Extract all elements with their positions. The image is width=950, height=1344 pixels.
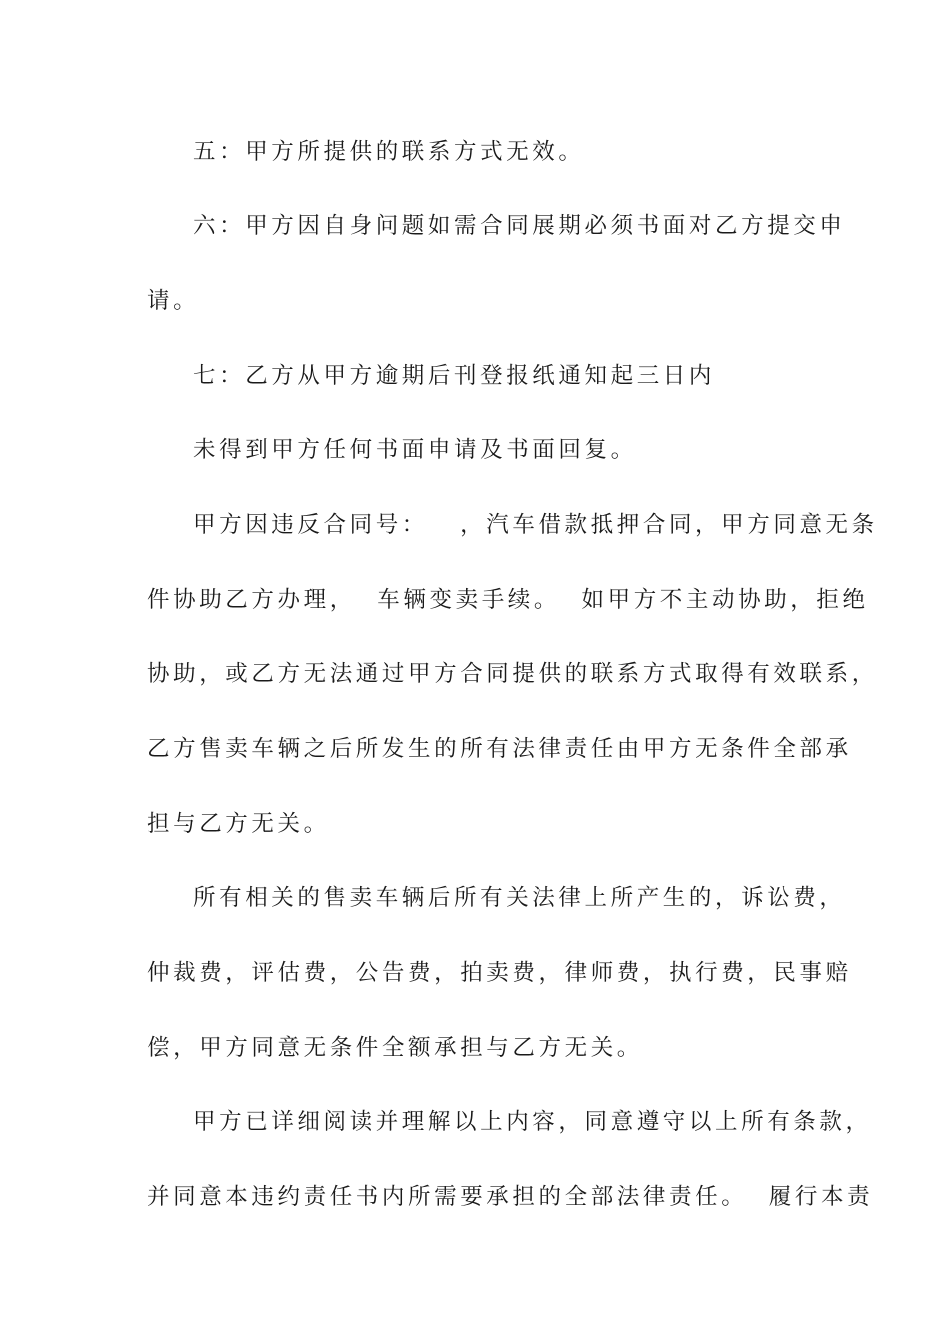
clause-six-line-2: 请。 <box>147 288 200 314</box>
breach-paragraph-line-4: 乙方售卖车辆之后所发生的所有法律责任由甲方无条件全部承 <box>147 736 852 762</box>
clause-five-line: 五：甲方所提供的联系方式无效。 <box>193 139 585 165</box>
breach-paragraph-line-1: 甲方因违反合同号： ，汽车借款抵押合同，甲方同意无条 <box>193 512 878 538</box>
costs-paragraph-line-2: 仲裁费，评估费，公告费，拍卖费，律师费，执行费，民事赔 <box>147 960 852 986</box>
costs-paragraph-line-3: 偿，甲方同意无条件全额承担与乙方无关。 <box>147 1035 643 1061</box>
clause-six-line-1: 六：甲方因自身问题如需合同展期必须书面对乙方提交申 <box>193 213 846 239</box>
breach-paragraph-line-2: 件协助乙方办理， 车辆变卖手续。 如甲方不主动协助，拒绝 <box>147 587 869 613</box>
acknowledgement-line-2: 并同意本违约责任书内所需要承担的全部法律责任。 履行本责 <box>147 1184 874 1210</box>
clause-seven-line-1: 七：乙方从甲方逾期后刊登报纸通知起三日内 <box>193 363 716 389</box>
clause-seven-line-2: 未得到甲方任何书面申请及书面回复。 <box>193 437 637 463</box>
costs-paragraph-line-1: 所有相关的售卖车辆后所有关法律上所产生的，诉讼费， <box>193 885 846 911</box>
breach-paragraph-line-5: 担与乙方无关。 <box>147 811 330 837</box>
acknowledgement-line-1: 甲方已详细阅读并理解以上内容，同意遵守以上所有条款， <box>193 1109 872 1135</box>
breach-paragraph-line-3: 协助，或乙方无法通过甲方合同提供的联系方式取得有效联系， <box>147 661 878 687</box>
